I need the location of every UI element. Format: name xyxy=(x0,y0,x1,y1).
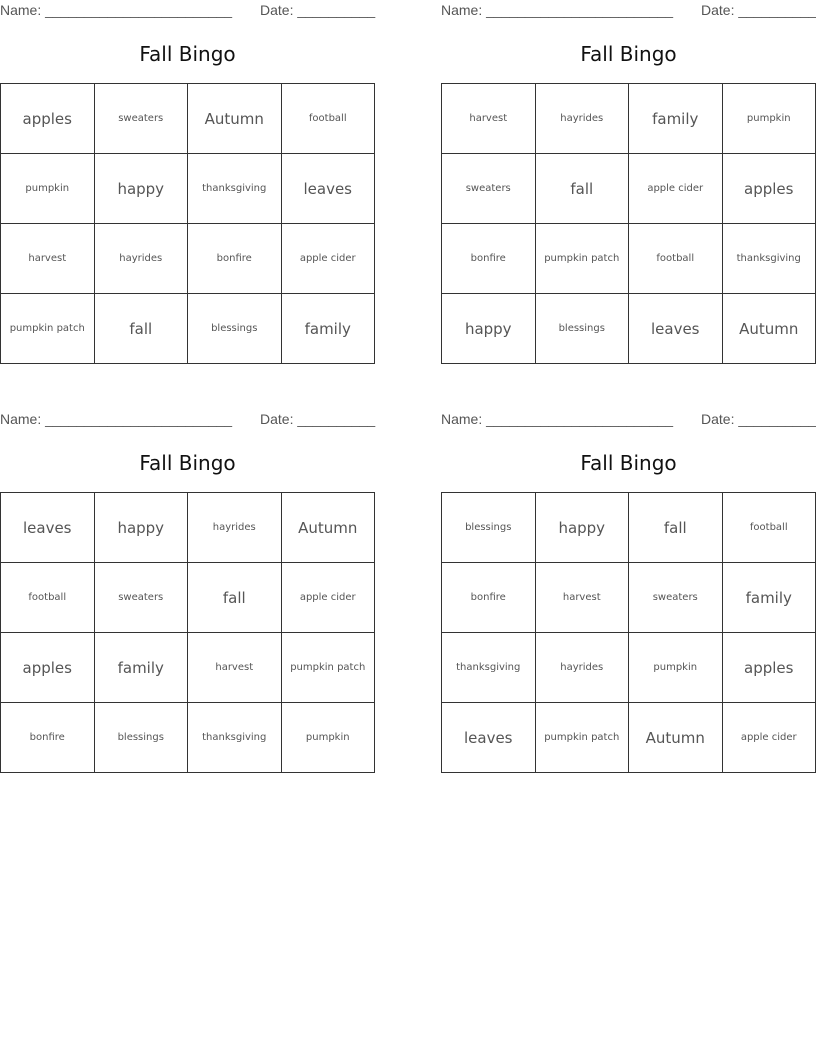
bingo-cell: football xyxy=(629,224,723,294)
bingo-cell: hayrides xyxy=(536,84,630,154)
bingo-cell: leaves xyxy=(1,493,95,563)
date-field-label: Date: __________ xyxy=(260,411,376,427)
bingo-cell: apples xyxy=(1,633,95,703)
bingo-cell: sweaters xyxy=(442,154,536,224)
bingo-cell: pumpkin patch xyxy=(536,703,630,773)
bingo-cell: pumpkin patch xyxy=(536,224,630,294)
bingo-cell: bonfire xyxy=(1,703,95,773)
bingo-cell: hayrides xyxy=(95,224,189,294)
bingo-cell: apple cider xyxy=(723,703,816,773)
bingo-cell: fall xyxy=(536,154,630,224)
bingo-cell: harvest xyxy=(536,563,630,633)
bingo-cell: fall xyxy=(629,493,723,563)
name-field-label: Name: ________________________ xyxy=(0,411,232,427)
bingo-cell: family xyxy=(95,633,189,703)
bingo-cell: pumpkin patch xyxy=(282,633,376,703)
bingo-grid xyxy=(0,492,375,773)
bingo-cell: apple cider xyxy=(282,563,376,633)
bingo-grid xyxy=(441,492,816,773)
bingo-card-2 xyxy=(441,0,816,365)
bingo-cell: family xyxy=(629,84,723,154)
bingo-cell: leaves xyxy=(629,294,723,364)
bingo-cell: pumpkin xyxy=(282,703,376,773)
bingo-cell: leaves xyxy=(282,154,376,224)
bingo-cell: apples xyxy=(723,633,816,703)
bingo-cell: harvest xyxy=(442,84,536,154)
bingo-cell: pumpkin patch xyxy=(1,294,95,364)
bingo-cell: leaves xyxy=(442,703,536,773)
bingo-card-3 xyxy=(0,409,375,774)
bingo-cell: apple cider xyxy=(629,154,723,224)
bingo-grid xyxy=(441,83,816,364)
name-field-label: Name: ________________________ xyxy=(0,2,232,18)
bingo-cell: sweaters xyxy=(95,84,189,154)
bingo-cell: bonfire xyxy=(442,224,536,294)
bingo-cell: pumpkin xyxy=(1,154,95,224)
bingo-cell: blessings xyxy=(536,294,630,364)
bingo-cell: football xyxy=(723,493,816,563)
bingo-cell: pumpkin xyxy=(629,633,723,703)
bingo-cell: hayrides xyxy=(536,633,630,703)
bingo-cell: happy xyxy=(95,493,189,563)
bingo-card-4 xyxy=(441,409,816,774)
bingo-cell: family xyxy=(723,563,816,633)
bingo-cell: harvest xyxy=(1,224,95,294)
name-field-label: Name: ________________________ xyxy=(441,411,673,427)
card-title: Fall Bingo xyxy=(580,451,677,475)
bingo-cell: blessings xyxy=(442,493,536,563)
bingo-cell: thanksgiving xyxy=(723,224,816,294)
name-field-label: Name: ________________________ xyxy=(441,2,673,18)
date-field-label: Date: __________ xyxy=(260,2,376,18)
bingo-card-1 xyxy=(0,0,375,365)
bingo-cell: apples xyxy=(1,84,95,154)
bingo-cell: football xyxy=(1,563,95,633)
bingo-cell: apple cider xyxy=(282,224,376,294)
bingo-cell: bonfire xyxy=(442,563,536,633)
bingo-cell: happy xyxy=(442,294,536,364)
bingo-cell: apples xyxy=(723,154,816,224)
bingo-cell: football xyxy=(282,84,376,154)
bingo-cell: fall xyxy=(95,294,189,364)
bingo-cell: harvest xyxy=(188,633,282,703)
bingo-cell: sweaters xyxy=(95,563,189,633)
bingo-cell: family xyxy=(282,294,376,364)
card-title: Fall Bingo xyxy=(139,42,236,66)
bingo-grid xyxy=(0,83,375,364)
bingo-cell: blessings xyxy=(95,703,189,773)
name-date-line xyxy=(0,2,375,20)
bingo-cell: Autumn xyxy=(723,294,816,364)
name-date-line xyxy=(441,411,816,429)
bingo-cell: Autumn xyxy=(629,703,723,773)
date-field-label: Date: __________ xyxy=(701,411,816,427)
date-field-label: Date: __________ xyxy=(701,2,816,18)
card-title: Fall Bingo xyxy=(580,42,677,66)
name-date-line xyxy=(441,2,816,20)
bingo-cell: thanksgiving xyxy=(188,154,282,224)
name-date-line xyxy=(0,411,375,429)
bingo-cell: happy xyxy=(95,154,189,224)
bingo-cell: Autumn xyxy=(282,493,376,563)
bingo-cell: pumpkin xyxy=(723,84,816,154)
bingo-cell: fall xyxy=(188,563,282,633)
bingo-cell: sweaters xyxy=(629,563,723,633)
bingo-cell: happy xyxy=(536,493,630,563)
bingo-cell: Autumn xyxy=(188,84,282,154)
bingo-cell: thanksgiving xyxy=(188,703,282,773)
bingo-cell: hayrides xyxy=(188,493,282,563)
bingo-cell: bonfire xyxy=(188,224,282,294)
card-title: Fall Bingo xyxy=(139,451,236,475)
bingo-cell: thanksgiving xyxy=(442,633,536,703)
bingo-cell: blessings xyxy=(188,294,282,364)
